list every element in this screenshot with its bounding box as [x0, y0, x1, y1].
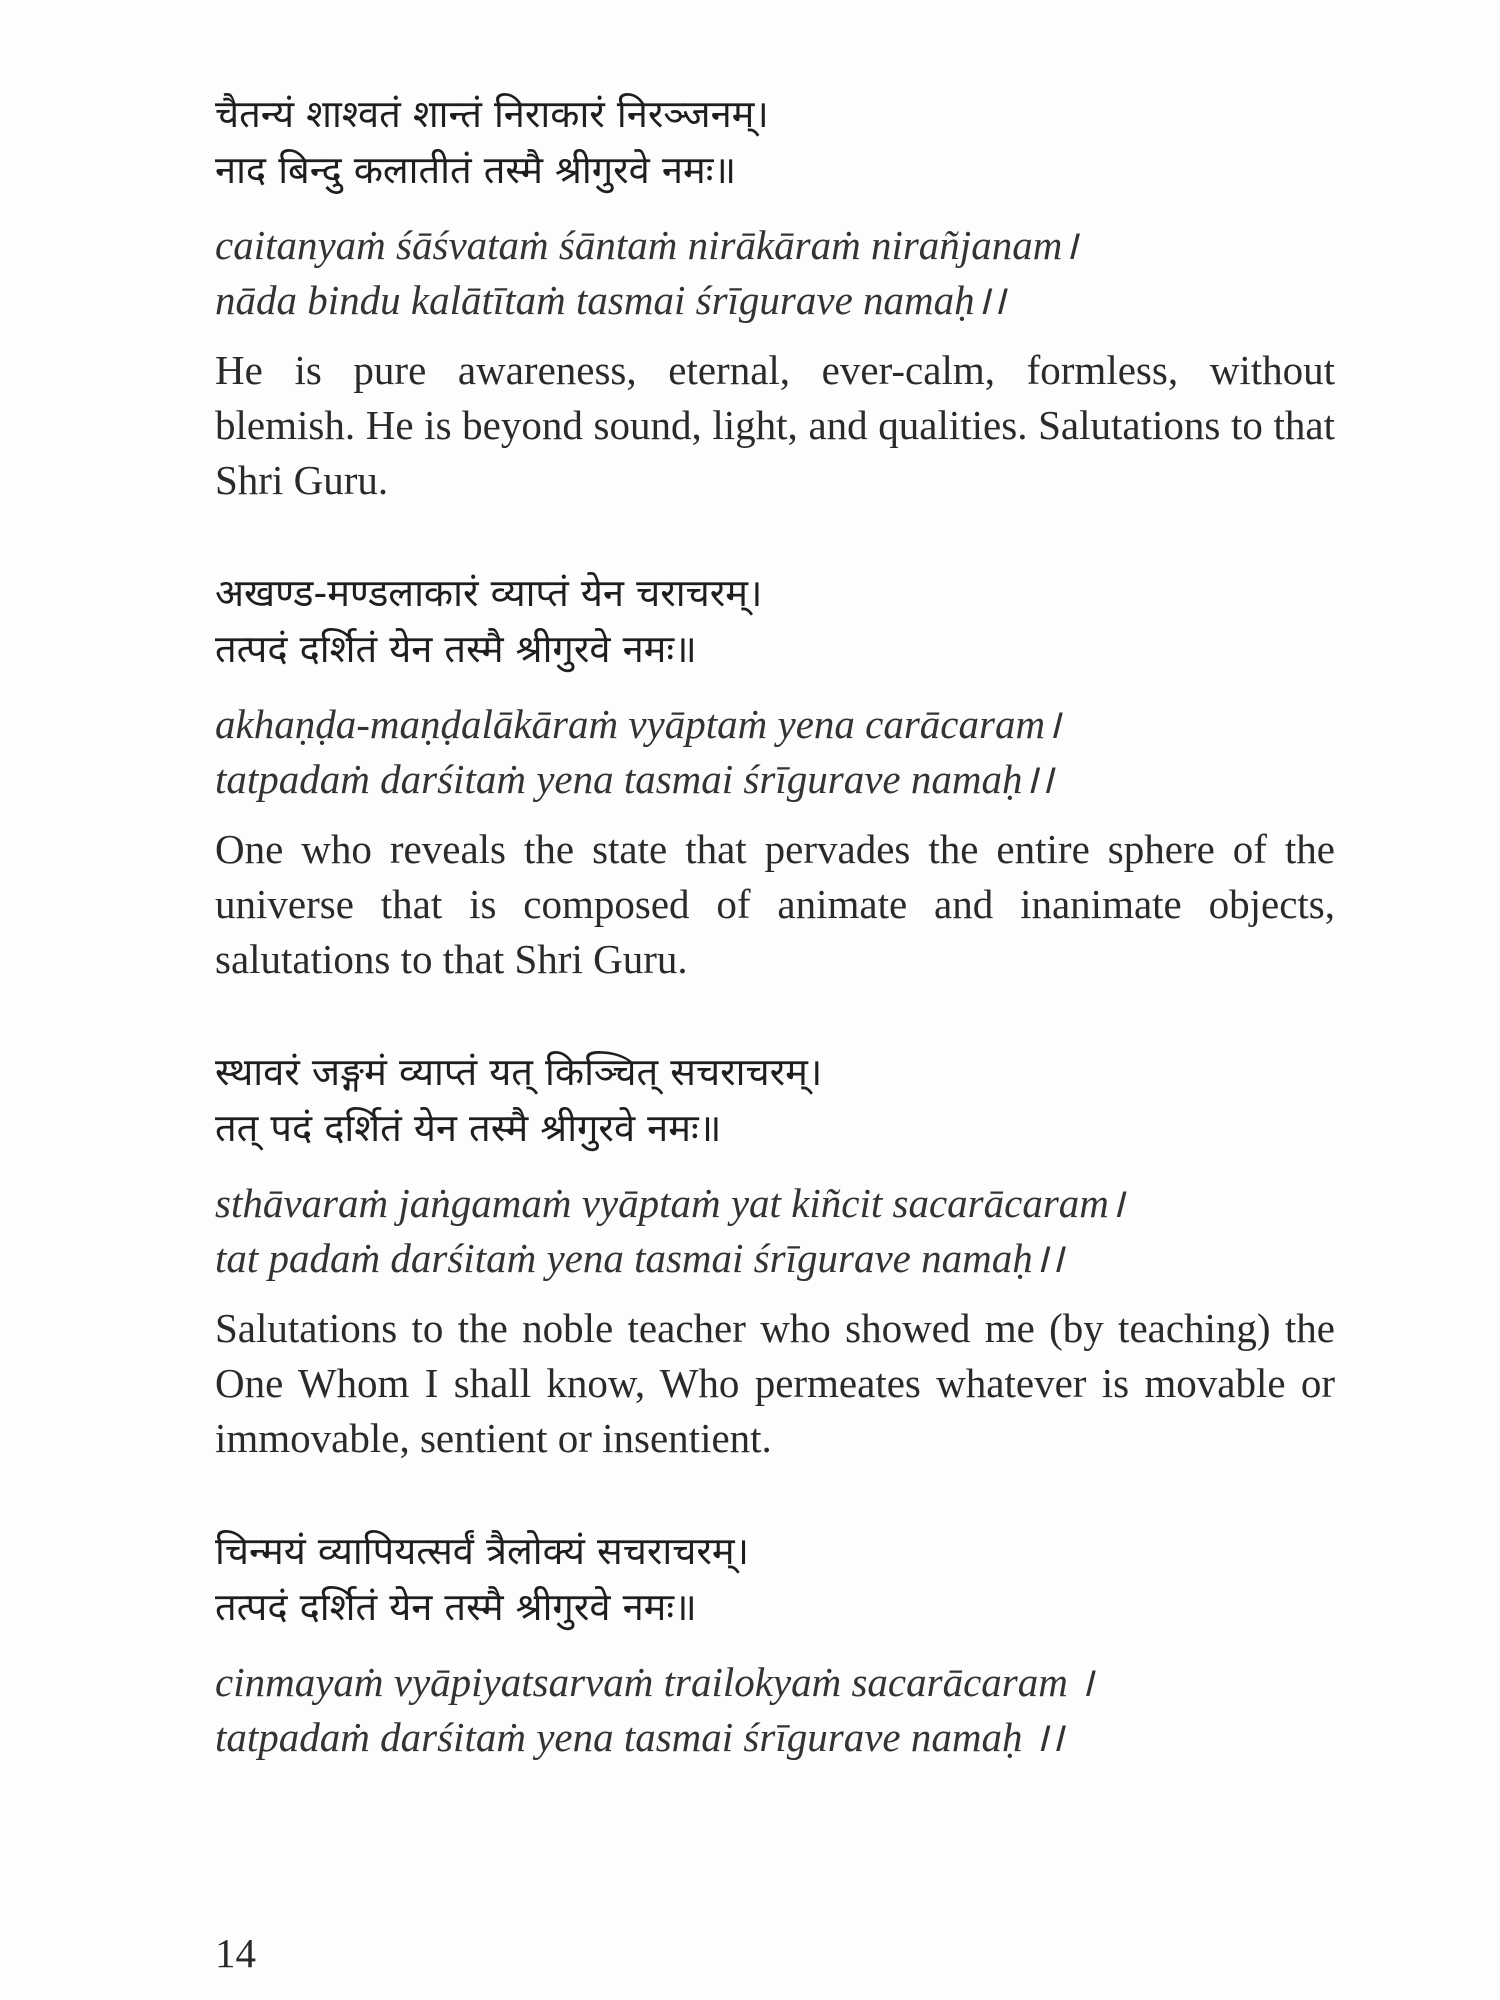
- translation-text: Salutations to the noble teacher who showed me (by teaching) the One Whom I shall know, Who permeates whatever is movable or immovable, sentient or insentient.: [215, 1305, 1335, 1461]
- sanskrit-line: स्थावरं जङ्गमं व्याप्तं यत् किञ्चित् सचराचरम्।: [215, 1050, 823, 1094]
- transliteration-line: tat padaṁ darśitaṁ yena tasmai śrīgurave namaḥ।।: [215, 1235, 1064, 1281]
- transliteration-line: caitanyaṁ śāśvataṁ śāntaṁ nirākāraṁ nirañjanam।: [215, 222, 1078, 268]
- verse-block-3: [215, 1044, 1335, 1466]
- verse-block-1: [215, 86, 1335, 508]
- sanskrit-line: तत्पदं दर्शितं येन तस्मै श्रीगुरवे नमः॥: [215, 627, 697, 671]
- sanskrit-line: अखण्ड-मण्डलाकारं व्याप्तं येन चराचरम्।: [215, 571, 763, 615]
- transliteration-line: akhaṇḍa-maṇḍalākāraṁ vyāptaṁ yena carācaram।: [215, 701, 1061, 747]
- transliteration-text: [215, 697, 1335, 807]
- transliteration-line: cinmayaṁ vyāpiyatsarvaṁ trailokyaṁ sacarācaram ।: [215, 1659, 1094, 1705]
- transliteration-text: [215, 1176, 1335, 1286]
- translation-text: He is pure awareness, eternal, ever-calm, formless, without blemish. He is beyond sound, light, and qualities. Salutations to that Shri Guru.: [215, 347, 1335, 503]
- sanskrit-line: तत् पदं दर्शितं येन तस्मै श्रीगुरवे नमः॥: [215, 1106, 722, 1150]
- transliteration-line: nāda bindu kalātītaṁ tasmai śrīgurave namaḥ।।: [215, 277, 1006, 323]
- sanskrit-line: नाद बिन्दु कलातीतं तस्मै श्रीगुरवे नमः॥: [215, 148, 737, 192]
- sanskrit-line: चिन्मयं व्यापियत्सर्वं त्रैलोक्यं सचराचरम्।: [215, 1529, 750, 1573]
- transliteration-line: sthāvaraṁ jaṅgamaṁ vyāptaṁ yat kiñcit sacarācaram।: [215, 1180, 1125, 1226]
- verse-block-2: [215, 565, 1335, 987]
- transliteration-text: [215, 218, 1335, 328]
- sanskrit-line: चैतन्यं शाश्वतं शान्तं निराकारं निरञ्जनम्।: [215, 92, 769, 136]
- transliteration-line: tatpadaṁ darśitaṁ yena tasmai śrīgurave namaḥ।।: [215, 756, 1054, 802]
- page-number: 14: [215, 1930, 256, 1976]
- sanskrit-line: तत्पदं दर्शितं येन तस्मै श्रीगुरवे नमः॥: [215, 1585, 697, 1629]
- translation-text: One who reveals the state that pervades the entire sphere of the universe that is composed of animate and inanimate objects, salutations to that Shri Guru.: [215, 826, 1335, 982]
- verse-block-4: [215, 1523, 1335, 1765]
- transliteration-line: tatpadaṁ darśitaṁ yena tasmai śrīgurave namaḥ ।।: [215, 1714, 1064, 1760]
- transliteration-text: [215, 1655, 1335, 1765]
